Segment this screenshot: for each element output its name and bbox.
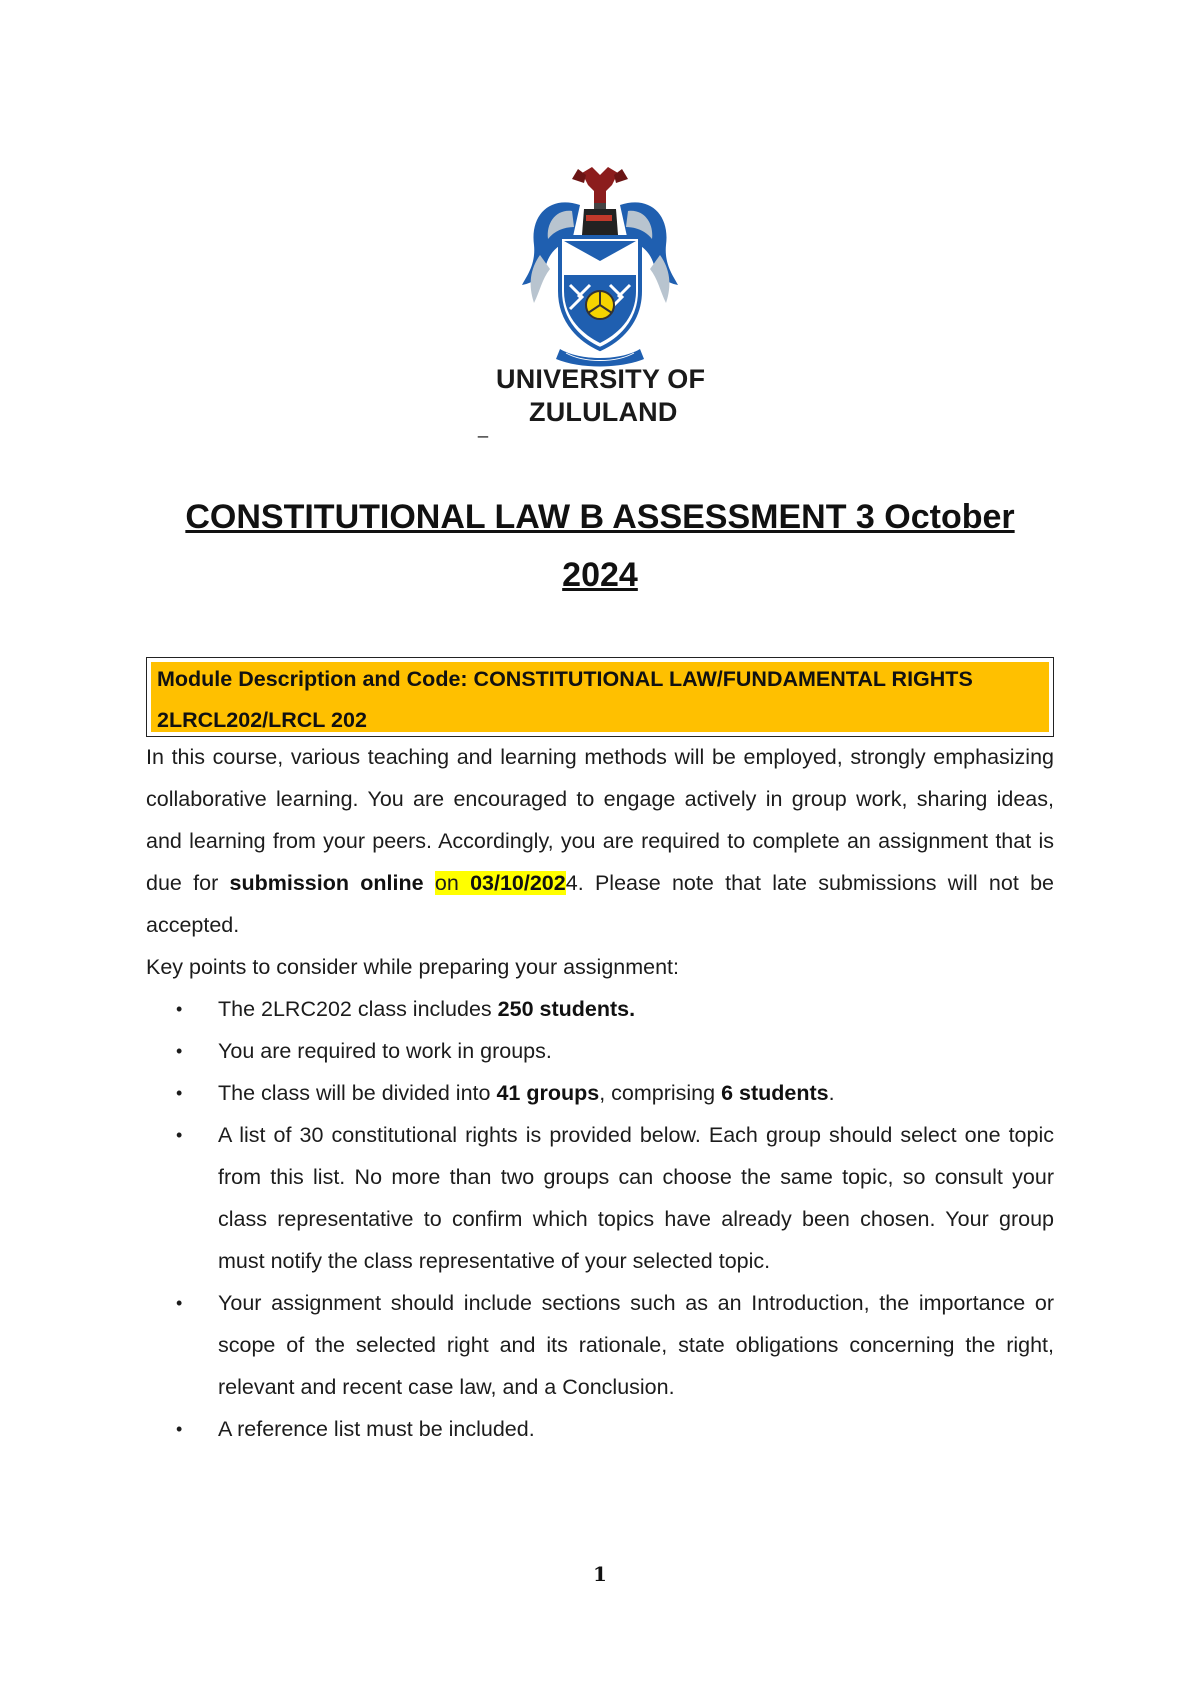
university-name	[496, 363, 756, 429]
point-bold: 250 students.	[497, 997, 636, 1021]
bullet-icon: •	[176, 1293, 183, 1313]
point-text: A list of 30 constitutional rights is provided below. Each group should select one topic from this list. No more than two groups can choose the same topic, so consult your class representative to confirm which topics have already been chosen. Your group must notify the class representative of your selected topic.	[218, 1123, 1054, 1273]
university-name-line1: UNIVERSITY OF	[496, 364, 706, 394]
university-name-line2: ZULULAND	[529, 397, 678, 427]
module-description-text: Module Description and Code: CONSTITUTIONAL LAW/FUNDAMENTAL RIGHTS 2LRCL202/LRCL 202	[157, 667, 973, 732]
list-item	[146, 1408, 1054, 1450]
list-item	[146, 1030, 1054, 1072]
point-text: , comprising	[599, 1081, 722, 1105]
bullet-icon: •	[176, 1041, 183, 1061]
point-text: .	[828, 1081, 835, 1105]
list-item	[146, 988, 1054, 1030]
university-crest-logo	[520, 165, 680, 370]
assessment-title: CONSTITUTIONAL LAW B ASSESSMENT 3 October 2024	[185, 498, 1015, 594]
bullet-icon: •	[176, 1125, 183, 1145]
intro-space	[424, 871, 435, 895]
list-item	[146, 1282, 1054, 1408]
intro-paragraph	[146, 736, 1054, 946]
submission-online-text: submission online	[229, 871, 424, 895]
list-item	[146, 1114, 1054, 1282]
due-date-text: 03/10/202	[470, 871, 566, 895]
document-body	[146, 736, 1054, 1450]
bullet-icon: •	[176, 999, 183, 1019]
point-text: A reference list must be included.	[218, 1417, 535, 1441]
module-description-box	[146, 657, 1054, 737]
point-bold: 41 groups	[496, 1081, 600, 1105]
list-item	[146, 1072, 1054, 1114]
key-points-heading: Key points to consider while preparing your assignment:	[146, 955, 680, 979]
point-text: Your assignment should include sections such as an Introduction, the importance or scope of the selected right and its rationale, state obligations concerning the right, relevant and recent case law, and a Conclusion.	[218, 1291, 1054, 1399]
header-dash: _	[478, 418, 489, 438]
intro-text: In this course, various teaching and learning methods will be employed, strongly emphasizing collaborative learning. You are encouraged to engage actively in group work, sharing ideas, and learning from your peers. Accordingly, you are required to complete an assignment that is due for	[146, 745, 1054, 895]
bullet-icon: •	[176, 1083, 183, 1103]
point-text: You are required to work in groups.	[218, 1039, 552, 1063]
page-number: 1	[593, 1562, 607, 1586]
late-submission-text: . Please note that late submissions will not be accepted.	[146, 871, 1054, 937]
key-points-list	[146, 988, 1054, 1450]
due-date-end: 4	[565, 871, 578, 895]
crest-icon	[520, 165, 680, 370]
highlight-on-text: on	[434, 871, 471, 895]
point-text: The class will be divided into	[218, 1081, 497, 1105]
bullet-icon: •	[176, 1419, 183, 1439]
point-text: The 2LRC202 class includes	[218, 997, 498, 1021]
point-bold: 6 students	[721, 1081, 829, 1105]
